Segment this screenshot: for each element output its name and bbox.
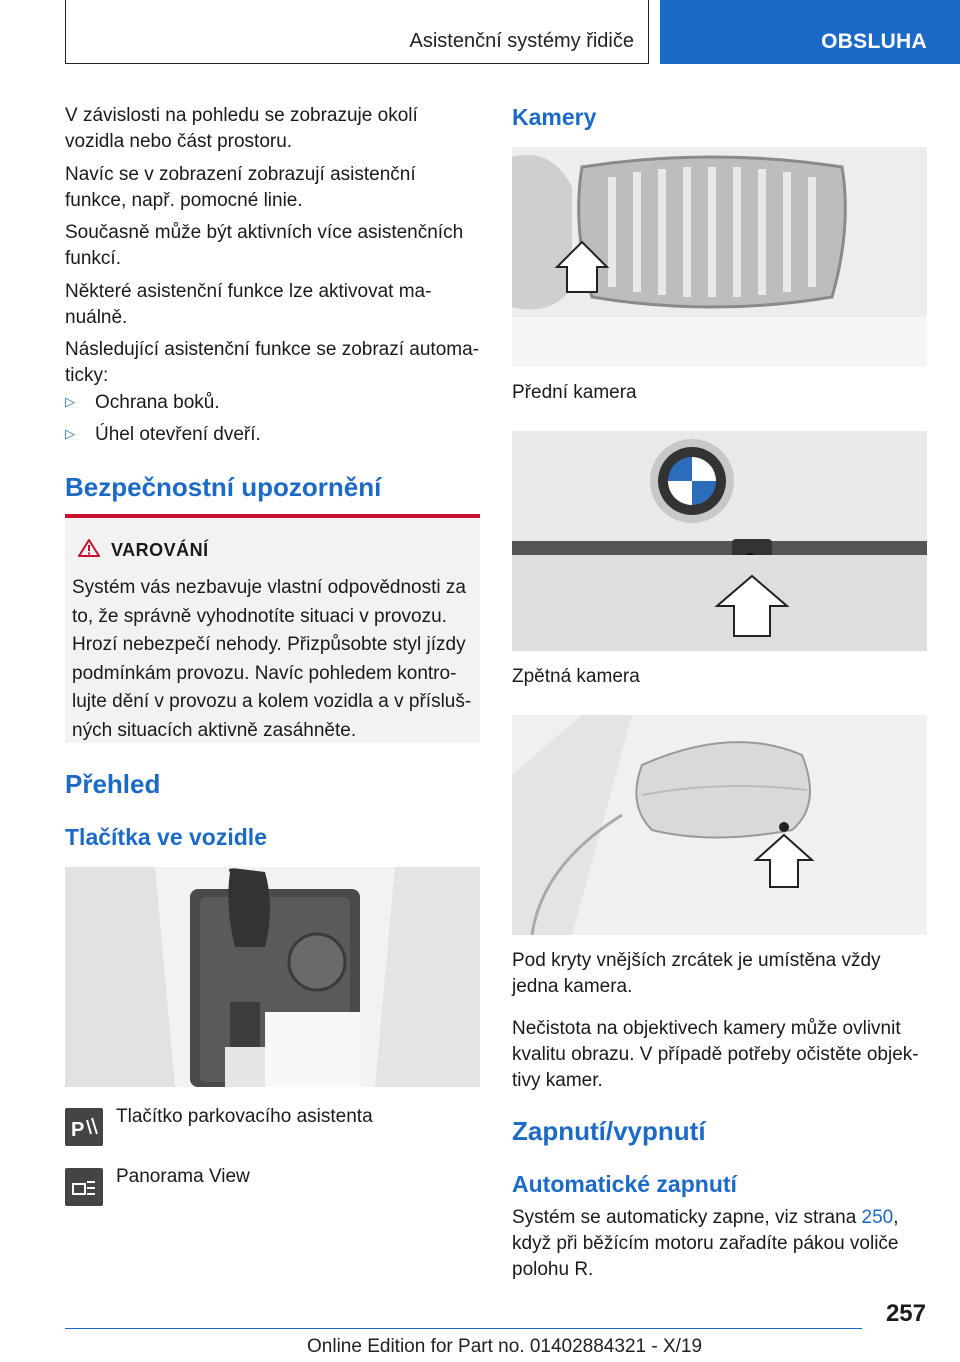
panorama-view-button-icon xyxy=(65,1168,103,1206)
paragraph-auto-on: Systém se automaticky zapne, viz strana 250, když při běžícím motoru zařadíte pákou voliče polohu R. xyxy=(512,1207,899,1280)
heading-buttons: Tlačítka ve vozidle xyxy=(65,824,267,850)
parking-assistant-button-icon xyxy=(65,1108,103,1146)
rear-camera-photo xyxy=(512,431,927,651)
heading-overview: Přehled xyxy=(65,769,161,799)
console-photo xyxy=(65,867,480,1087)
page-number: 257 xyxy=(885,1300,926,1327)
footer-edition: Online Edition for Part no. 01402884321 - X/19 xyxy=(307,1336,703,1357)
list-item: ▷ Úhel otevření dveří. xyxy=(65,424,261,445)
footer-divider xyxy=(65,1328,862,1329)
front-camera-photo xyxy=(512,147,927,367)
warning-box xyxy=(65,514,480,743)
header-box xyxy=(65,0,649,64)
paragraph-dirt: Nečistota na objektivech kamery může ovlivnit kvalitu obrazu. V případě potřeby očistěte objek-tivy kamer. xyxy=(512,1018,919,1091)
heading-cameras: Kamery xyxy=(512,104,597,130)
bullet-triangle-icon: ▷ xyxy=(65,426,75,441)
paragraph-automatic: Následující asistenční funkce se zobrazí automa-ticky: xyxy=(65,339,479,386)
page-link-250[interactable]: 250 xyxy=(861,1207,894,1228)
svg-text:P: P xyxy=(71,1119,85,1141)
list-item: ▷ Ochrana boků. xyxy=(65,392,220,413)
warning-triangle-icon xyxy=(77,538,101,558)
paragraph-functions: Navíc se v zobrazení zobrazují asistenční funkce, např. pomocné linie. xyxy=(65,164,416,211)
paragraph-multiple: Současně může být aktivních více asistenčních funkcí. xyxy=(65,222,464,269)
caption-rear-camera: Zpětná kamera xyxy=(512,666,640,687)
caption-panorama-view: Panorama View xyxy=(116,1166,250,1187)
warning-title: VAROVÁNÍ xyxy=(111,540,209,560)
caption-front-camera: Přední kamera xyxy=(512,382,637,403)
section-title: Asistenční systémy řidiče xyxy=(409,30,634,52)
heading-on-off: Zapnutí/vypnutí xyxy=(512,1116,706,1146)
bullet-triangle-icon: ▷ xyxy=(65,394,75,409)
mirror-camera-photo xyxy=(512,715,927,935)
heading-safety: Bezpečnostní upozornění xyxy=(65,472,382,502)
chapter-tab: OBSLUHA xyxy=(660,0,960,64)
heading-auto-on: Automatické zapnutí xyxy=(512,1171,737,1197)
warning-text: Systém vás nezbavuje vlastní odpovědnosti za to, že správně vyhodnotíte situaci v provozu. Hrozí nebezpečí nehody. Přizpůsobte styl jízdy podmínkám provozu. Navíc pohledem kontro-lujte dění v provozu a kolem vozidla a v přísluš-ných situacích aktivně zasáhněte. xyxy=(72,577,472,741)
paragraph-manual: Některé asistenční funkce lze aktivovat ma-nuálně. xyxy=(65,281,432,328)
paragraph-mirror-cameras: Pod kryty vnějších zrcátek je umístěna vždy jedna kamera. xyxy=(512,950,881,997)
paragraph-view: V závislosti na pohledu se zobrazuje okolí vozidla nebo část prostoru. xyxy=(65,105,418,152)
caption-parking-button: Tlačítko parkovacího asistenta xyxy=(116,1106,373,1127)
